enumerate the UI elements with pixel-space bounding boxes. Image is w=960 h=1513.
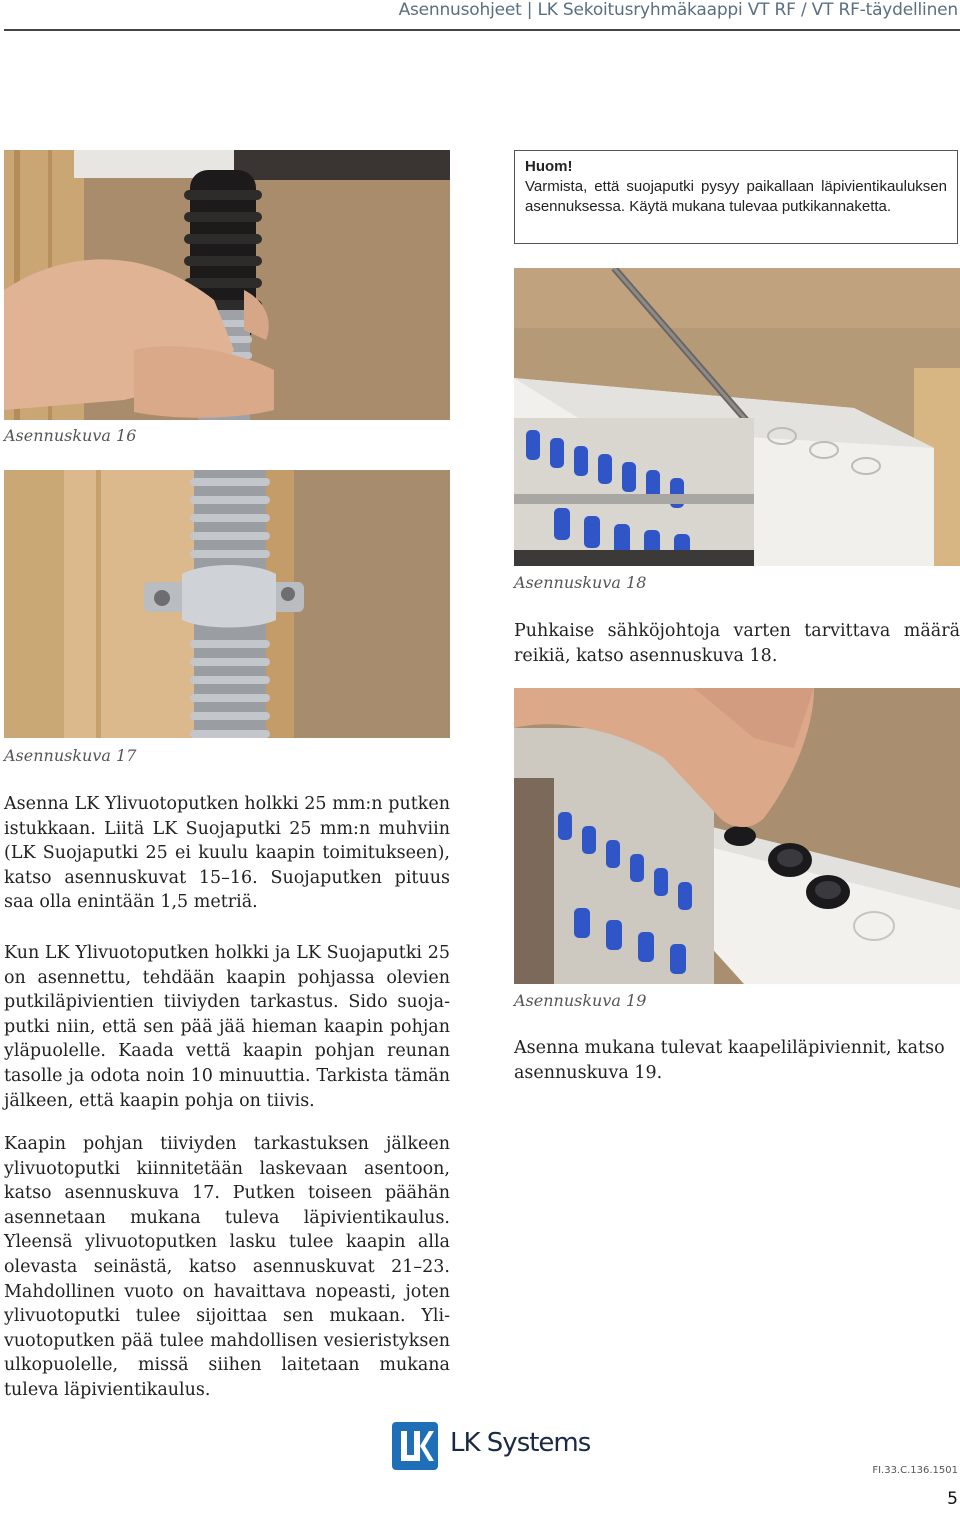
- figure-caption-19: Asennuskuva 19: [514, 991, 647, 1010]
- photo-installation-17: [4, 470, 450, 738]
- photo-17-illustration: [4, 470, 450, 738]
- photo-installation-16: [4, 150, 450, 420]
- note-box: [514, 150, 958, 244]
- photo-19-illustration: [514, 688, 960, 984]
- lk-systems-logo: [392, 1422, 592, 1472]
- note-title: Huom!: [525, 158, 573, 175]
- lk-logo-icon: [392, 1422, 438, 1470]
- paragraph-kaapelilapiviennit: Asenna mukana tulevat kaapeliläpiviennit, katso asennuskuva 19.: [514, 1038, 945, 1083]
- page-number: 5: [947, 1489, 958, 1509]
- page-header: [0, 0, 960, 32]
- document-code: FI.33.C.136.1501: [872, 1465, 958, 1476]
- photo-16-illustration: [4, 150, 450, 420]
- photo-18-illustration: [514, 268, 960, 566]
- figure-caption-16: Asennuskuva 16: [4, 426, 137, 445]
- paragraph-tiiviys-tarkastus: Kun LK Ylivuotoputken holkki ja LK Suojaputki 25 on asennettu, tehdään kaapin pohjassa olevien putkiläpivientien tiiviyden tarkastus. Sido suojaputki niin, että sen pää jää hieman kaapin pohjan yläpuolelle. Kaada vettä kaapin pohjan reunan tasolle ja odota noin 10 minuuttia. Tarkista tämän jälkeen, että kaapin pohja on tiivis.: [4, 943, 450, 1111]
- photo-installation-19: [514, 688, 960, 984]
- header-title: Asennusohjeet | LK Sekoitusryhmäkaappi VT RF / VT RF-täydellinen: [398, 0, 958, 20]
- figure-caption-17: Asennuskuva 17: [4, 746, 137, 765]
- paragraph-reiat: Puhkaise sähköjohtoja varten tarvittava määrä reikiä, katso asennuskuva 18.: [514, 621, 960, 666]
- paragraph-holkki: Asenna LK Ylivuotoputken holkki 25 mm:n putken istukkaan. Liitä LK Suojaputki 25 mm:n muhviin (LK Suojaputki 25 ei kuulu kaapin toimitukseen), katso asennuskuvat 15–16. Suojaputken pituus saa olla enintään 1,5 metriä.: [4, 794, 450, 913]
- header-rule: [4, 29, 960, 31]
- logo-wordmark: LK Systems: [450, 1428, 591, 1458]
- figure-caption-18: Asennuskuva 18: [514, 573, 647, 592]
- note-body: Varmista, että suojaputki pysyy paikallaan läpivientikauluksen asennuksessa. Käytä mukana tulevaa putkikannaketta.: [525, 178, 947, 215]
- paragraph-ylivuotoputki: Kaapin pohjan tiiviyden tarkastuksen jälkeen ylivuotoputki kiinnitetään laskevaan asentoon, katso asennuskuva 17. Putken toiseen päähän asennetaan mukana tuleva läpivientikaulus. Yleensä ylivuotoputken lasku tulee kaapin alla olevasta seinästä, katso asennuskuvat 21–23. Mahdollinen vuoto on havaittava nopeasti, joten ylivuotoputki tulee sijoittaa sen mukaan. Ylivuotoputken pää tulee mahdollisen vesieristyksen ulkopuolelle, missä siihen laitetaan mukana tuleva läpivientikaulus.: [4, 1134, 450, 1400]
- photo-installation-18: [514, 268, 960, 566]
